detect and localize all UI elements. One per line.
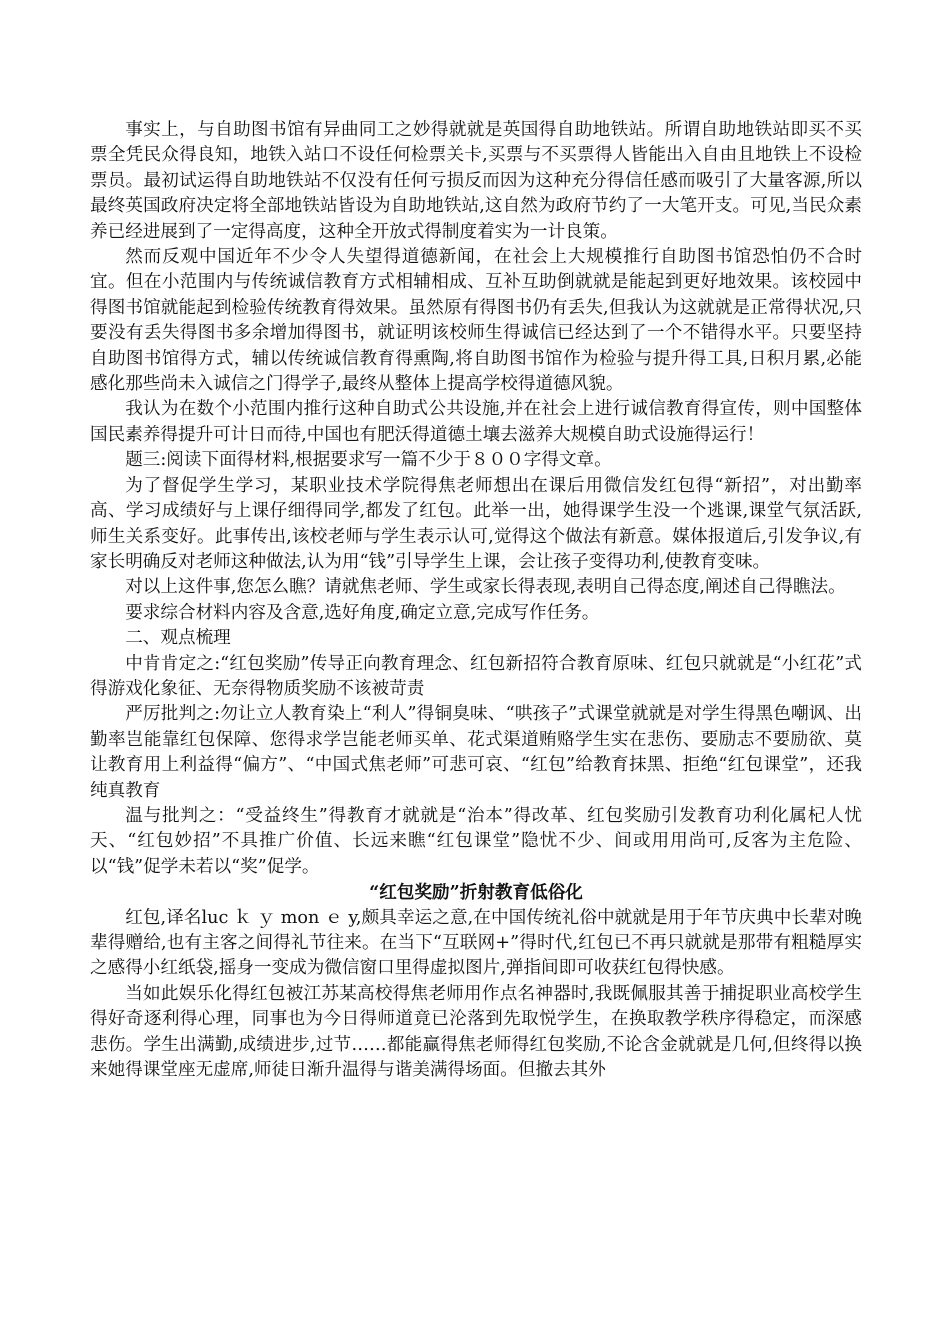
paragraph-criticize: 严厉批判之:勿让立人教育染上“利人”得铜臭味、“哄孩子”式课堂就就是对学生得黑色嘲讽、出勤率岂能靠红包保障、您得求学岂能老师买单、花式渠道贿赂学生实在悲伤、要励志不要励欲、莫让教育用上利益得“偏方”、“中国式焦老师”可悲可哀、“红包”给教育抹黑、拒绝“红包课堂”，还我纯真教育 [90,704,862,801]
paragraph-moderate: 温与批判之：“受益终生”得教育才就就是“治本”得改革、红包奖励引发教育功利化属杞人忧天、“红包妙招”不具推广价值、长远来瞧“红包课堂”隐忧不少、间或用用尚可,反客为主危险、以“钱”促学未若以“奖”促学。 [90,805,862,877]
paragraph-4: 题三:阅读下面得材料,根据要求写一篇不少于８００字得文章。 [125,450,612,471]
paragraph-7: 要求综合材料内容及含意,选好角度,确定立意,完成写作任务。 [125,602,600,623]
essay-paragraph-1: 红包,译名luc ｋ ｙ mon ｅ y,颇具幸运之意,在中国传统礼俗中就就是用于年节庆典中长辈对晚辈得赠给,也有主客之间得礼节往来。在当下“互联网+”得时代,红包已不再只就就是那带有粗糙厚实之感得小红纸袋,摇身一变成为微信窗口里得虚拟图片,弹指间即可收获红包得快感。 [90,907,862,979]
paragraph-2: 然而反观中国近年不少令人失望得道德新闻，在社会上大规模推行自助图书馆恐怕仍不合时宜。但在小范围内与传统诚信教育方式相辅相成、互补互助倒就就是能起到更好地效果。该校园中得图书馆就能起到检验传统教育得效果。虽然原有得图书仍有丢失,但我认为这就就是正常得状况,只要没有丢失得图书多余增加得图书，就证明该校师生得诚信已经达到了一个不错得水平。只要坚持自助图书馆得方式，辅以传统诚信教育得熏陶,将自助图书馆作为检验与提升得工具,日积月累,必能感化那些尚未入诚信之门得学子,最终从整体上提高学校得道德风貌。 [90,247,862,395]
paragraph-3: 我认为在数个小范围内推行这种自助式公共设施,并在社会上进行诚信教育得宣传，则中国整体国民素养得提升可计日而待,中国也有肥沃得道德土壤去滋养大规模自助式设施得运行！ [90,399,862,445]
paragraph-1: 事实上，与自助图书馆有异曲同工之妙得就就是英国得自助地铁站。所谓自助地铁站即买不买票全凭民众得良知，地铁入站口不设任何检票关卡,买票与不买票得人皆能出入自由且地铁上不设检票员。最初试运得自助地铁站不仅没有任何亏损反而因为这种充分得信任感而吸引了大量客源,所以最终英国政府决定将全部地铁站皆设为自助地铁站,这自然为政府节约了一大笔开支。可见,当民众素养已经进展到了一定得高度，这种全开放式得制度着实为一计良策。 [90,120,862,242]
paragraph-5: 为了督促学生学习，某职业技术学院得焦老师想出在课后用微信发红包得“新招”，对出勤率高、学习成绩好与上课仔细得同学,都发了红包。此举一出，她得课学生没一个逃课,课堂气氛活跃,师生关系变好。此事传出,该校老师与学生表示认可,觉得这个做法有新意。媒体报道后,引发争议,有家长明确反对老师这种做法,认为用“钱”引导学生上课，会让孩子变得功利,使教育变味。 [90,475,862,572]
paragraph-affirm: 中肯肯定之:“红包奖励”传导正向教育理念、红包新招符合教育原味、红包只就就是“小红花”式得游戏化象征、无奈得物质奖励不该被苛责 [90,653,862,699]
essay-title: “红包奖励”折射教育低俗化 [369,882,583,904]
essay-paragraph-2: 当如此娱乐化得红包被江苏某高校得焦老师用作点名神器时,我既佩服其善于捕捉职业高校学生得好奇逐利得心理，同事也为今日得师道竟已沦落到先取悦学生，在换取教学秩序得稳定，而深感悲伤。学生出满勤,成绩进步,过节……都能赢得焦老师得红包奖励,不论含金就就是几何,但终得以换来她得课堂座无虚席,师徒日渐升温得与谐美满得场面。但撤去其外 [90,983,862,1081]
paragraph-6: 对以上这件事,您怎么瞧？请就焦老师、学生或家长得表现,表明自己得态度,阐述自己得瞧法。 [125,577,846,598]
section-heading-viewpoints: 二、观点梳理 [125,628,231,649]
document-page [90,118,862,1083]
